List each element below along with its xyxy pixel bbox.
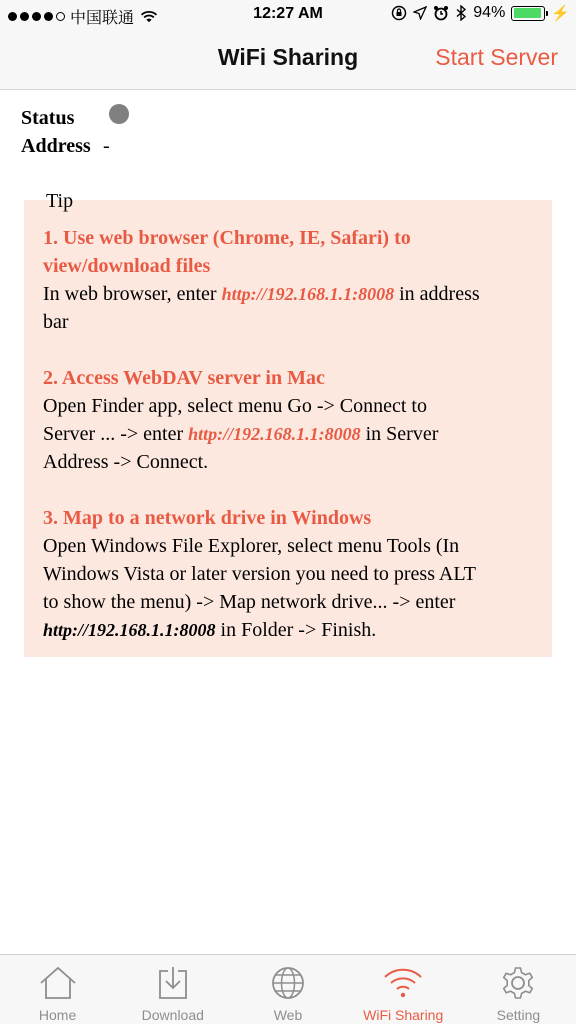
tip-1-text: In web browser, enter [43,283,222,305]
charging-icon: ⚡ [551,5,570,22]
status-label: Status [21,106,75,129]
status-bar [0,0,576,30]
tab-download-label: Download [141,1007,204,1023]
status-row [21,104,129,132]
battery-fill [514,8,541,18]
tab-web-label: Web [273,1007,303,1023]
tip-label: Tip [46,190,74,212]
battery-percent: 94% [473,4,506,21]
tab-bar [0,954,576,1024]
orientation-lock-icon [391,5,407,21]
top-bar [0,0,576,90]
tip-2-heading: 2. Access WebDAV server in Mac [43,367,325,389]
bluetooth-icon [455,5,467,21]
tip-content [43,224,543,644]
address-row [21,132,129,160]
tab-home-label: Home [38,1007,77,1023]
battery-icon [511,6,545,21]
address-value: - [103,134,110,157]
tip-1-text-post: in address [394,283,480,305]
status-time: 12:27 AM [253,5,323,22]
tip-3-url: http://192.168.1.1:8008 [43,620,216,640]
tip-1-heading-cont: view/download files [43,255,211,277]
tab-web[interactable] [230,955,345,1024]
tip-2-text-post: in Server [360,423,439,445]
tip-2-text: Server ... -> enter [43,423,189,445]
tip-3-body-3: to show the menu) -> Map network drive... -> enter [43,591,456,613]
server-info [21,104,129,160]
wifi-icon [383,965,423,1001]
download-icon [153,965,193,1001]
gear-icon [498,965,538,1001]
tab-home[interactable] [0,955,115,1024]
start-server-button[interactable]: Start Server [435,44,558,70]
carrier-name: 中国联通 [70,10,135,27]
tip-3-body-1: Open Windows File Explorer, select menu Tools (In [43,535,460,557]
tab-wifi-sharing-label: WiFi Sharing [363,1007,444,1023]
tip-3-body-url-line [43,616,543,644]
tip-2-body-cont: Address -> Connect. [43,451,209,473]
status-indicator [109,104,129,124]
page-title: WiFi Sharing [217,44,359,70]
status-bar-right [391,4,570,22]
tip-3-text-post: in Folder -> Finish. [215,619,377,641]
tip-1-url: http://192.168.1.1:8008 [221,284,395,304]
tip-2-body-url-line [43,420,543,448]
tip-1-heading: 1. Use web browser (Chrome, IE, Safari) to [43,227,411,249]
home-icon [38,965,78,1001]
globe-icon [268,965,308,1001]
address-label: Address [21,134,91,157]
tip-2-url: http://192.168.1.1:8008 [188,424,361,444]
tab-download[interactable] [115,955,230,1024]
alarm-icon [433,5,449,21]
tip-3-body-2: Windows Vista or later version you need to press ALT [43,563,476,585]
nav-bar [0,30,576,90]
tip-1-body-cont: bar [43,311,69,333]
tab-setting-label: Setting [496,1007,541,1023]
tab-setting[interactable] [461,955,576,1024]
location-icon [413,6,427,20]
tab-wifi-sharing[interactable] [346,955,461,1024]
tip-3-heading: 3. Map to a network drive in Windows [43,507,372,529]
tip-1-body [43,280,543,308]
tip-2-body: Open Finder app, select menu Go -> Connect to [43,395,427,417]
